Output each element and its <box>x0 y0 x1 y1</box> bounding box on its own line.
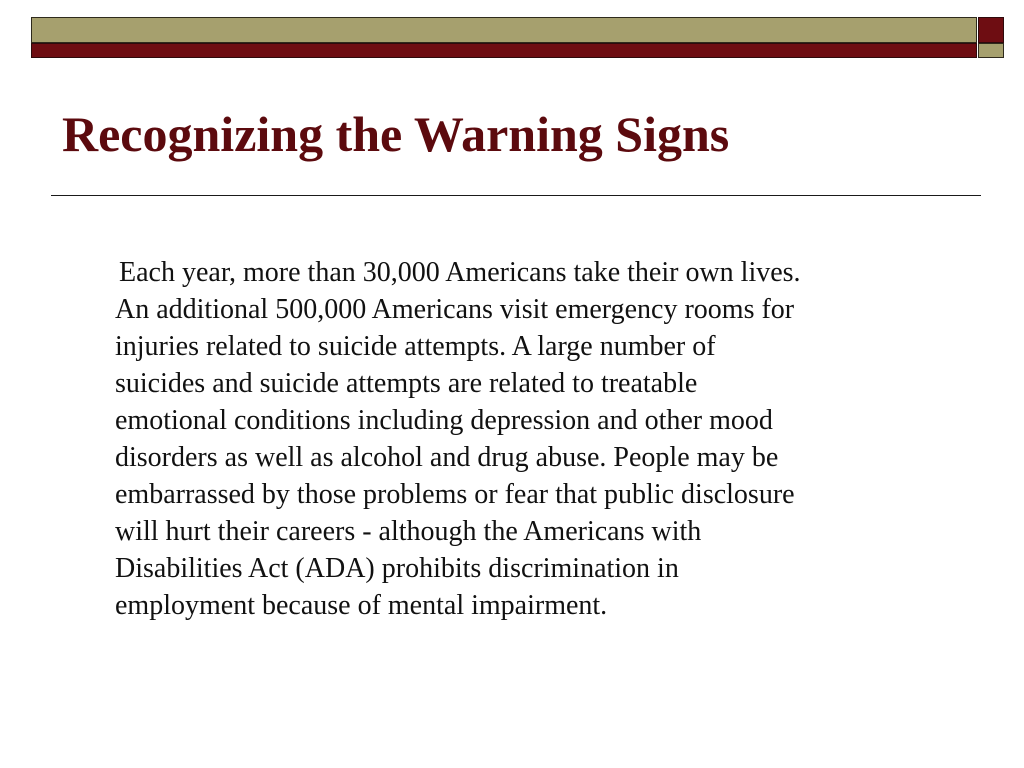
body-line: Each year, more than 30,000 Americans take their own lives. <box>119 257 801 288</box>
header-olive-bar <box>31 17 977 43</box>
body-line: disorders as well as alcohol and drug abuse. People may be <box>115 442 779 473</box>
body-line: Disabilities Act (ADA) prohibits discrimination in <box>115 553 679 584</box>
title-divider <box>51 195 981 196</box>
body-line: injuries related to suicide attempts. A large number of <box>115 331 716 362</box>
body-line: emotional conditions including depression and other mood <box>115 405 773 436</box>
body-line: embarrassed by those problems or fear that public disclosure <box>115 479 795 510</box>
body-line: suicides and suicide attempts are related to treatable <box>115 368 698 399</box>
body-line: An additional 500,000 Americans visit emergency rooms for <box>115 294 795 325</box>
body-line: will hurt their careers - although the Americans with <box>115 516 702 547</box>
header-olive-square <box>978 43 1004 58</box>
body-paragraph <box>115 254 965 624</box>
body-line: employment because of mental impairment. <box>115 590 608 621</box>
header-maroon-square <box>978 17 1004 43</box>
slide-title: Recognizing the Warning Signs <box>62 106 730 162</box>
header-maroon-bar <box>31 43 977 58</box>
